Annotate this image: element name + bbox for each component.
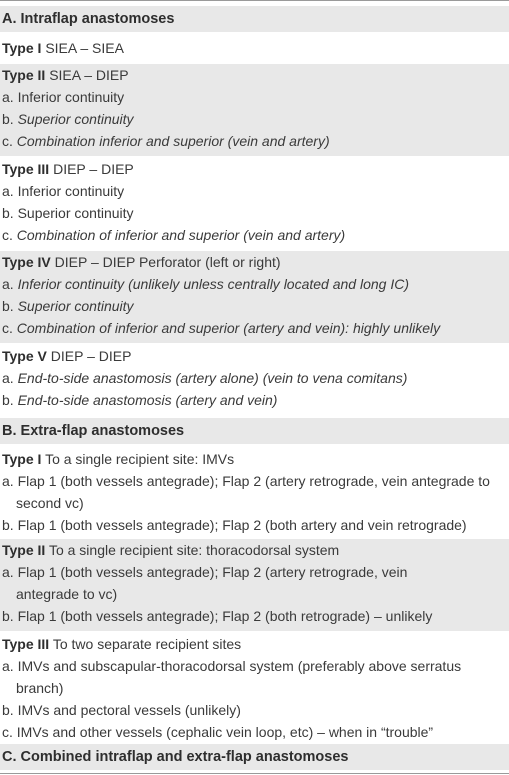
b-type-3-item-c: c. IMVs and other vessels (cephalic vein loop, etc) – when in “trouble” bbox=[2, 724, 434, 740]
b-type-3-item-a-line2: branch) bbox=[16, 680, 64, 696]
a-type-3-item-c: c. Combination of inferior and superior (vein and artery) bbox=[2, 227, 346, 243]
a-type-1-label: Type I bbox=[2, 40, 42, 56]
section-c-header bbox=[0, 744, 509, 770]
b-type-1-item-a-line1: a. Flap 1 (both vessels antegrade); Flap 2 (artery retrograde, vein antegrade to bbox=[2, 473, 490, 489]
a-type-5 bbox=[0, 345, 509, 411]
a-type-2 bbox=[0, 64, 509, 156]
b-type-3-item-a-line1: a. IMVs and subscapular-thoracodorsal system (preferably above serratus bbox=[2, 658, 462, 674]
a-type-1 bbox=[0, 37, 509, 59]
b-type-2 bbox=[0, 539, 509, 631]
b-type-3 bbox=[0, 633, 509, 743]
a-type-5-text: DIEP – DIEP bbox=[50, 348, 132, 364]
section-a-header bbox=[0, 6, 509, 32]
a-type-2-item-b: b. Superior continuity bbox=[2, 111, 134, 127]
a-type-2-label: Type II bbox=[2, 67, 46, 83]
a-type-2-item-a: a. Inferior continuity bbox=[2, 89, 125, 105]
section-b-title: B. Extra-flap anastomoses bbox=[2, 423, 185, 439]
section-b-header bbox=[0, 418, 509, 444]
b-type-2-item-a-line1: a. Flap 1 (both vessels antegrade); Flap 2 (artery retrograde, vein bbox=[2, 564, 408, 580]
section-a-title: A. Intraflap anastomoses bbox=[2, 11, 175, 27]
b-type-1-item-b: b. Flap 1 (both vessels antegrade); Flap 2 (both artery and vein retrograde) bbox=[2, 517, 467, 533]
bottom-rule bbox=[0, 773, 509, 774]
a-type-4-item-b: b. Superior continuity bbox=[2, 298, 134, 314]
b-type-3-label: Type III bbox=[2, 636, 50, 652]
a-type-4-text: DIEP – DIEP Perforator (left or right) bbox=[54, 254, 281, 270]
b-type-2-text: To a single recipient site: thoracodorsal system bbox=[48, 542, 340, 558]
b-type-1-text: To a single recipient site: IMVs bbox=[45, 451, 235, 467]
a-type-4 bbox=[0, 251, 509, 343]
b-type-3-text: To two separate recipient sites bbox=[52, 636, 242, 652]
top-rule bbox=[0, 0, 509, 1]
a-type-5-item-b: b. End-to-side anastomosis (artery and vein) bbox=[2, 392, 278, 408]
a-type-3 bbox=[0, 158, 509, 246]
b-type-2-label: Type II bbox=[2, 542, 46, 558]
b-type-1-item-a-line2: second vc) bbox=[16, 495, 84, 511]
a-type-2-text: SIEA – DIEP bbox=[49, 67, 129, 83]
a-type-4-item-a: a. Inferior continuity (unlikely unless centrally located and long IC) bbox=[2, 276, 409, 292]
b-type-1 bbox=[0, 448, 509, 536]
a-type-3-item-b: b. Superior continuity bbox=[2, 205, 134, 221]
a-type-4-label: Type IV bbox=[2, 254, 51, 270]
section-c-title: C. Combined intraflap and extra-flap anastomoses bbox=[2, 749, 349, 765]
b-type-1-label: Type I bbox=[2, 451, 42, 467]
a-type-1-text: SIEA – SIEA bbox=[45, 40, 124, 56]
b-type-3-item-b: b. IMVs and pectoral vessels (unlikely) bbox=[2, 702, 241, 718]
a-type-3-item-a: a. Inferior continuity bbox=[2, 183, 125, 199]
b-type-2-item-a-line2: antegrade to vc) bbox=[16, 586, 118, 602]
a-type-3-text: DIEP – DIEP bbox=[53, 161, 134, 177]
b-type-2-item-b: b. Flap 1 (both vessels antegrade); Flap 2 (both retrograde) – unlikely bbox=[2, 608, 433, 624]
a-type-2-item-c: c. Combination inferior and superior (vein and artery) bbox=[2, 133, 330, 149]
a-type-4-item-c: c. Combination of inferior and superior (artery and vein): highly unlikely bbox=[2, 320, 441, 336]
a-type-3-label: Type III bbox=[2, 161, 50, 177]
a-type-5-item-a: a. End-to-side anastomosis (artery alone) (vein to vena comitans) bbox=[2, 370, 408, 386]
a-type-5-label: Type V bbox=[2, 348, 47, 364]
